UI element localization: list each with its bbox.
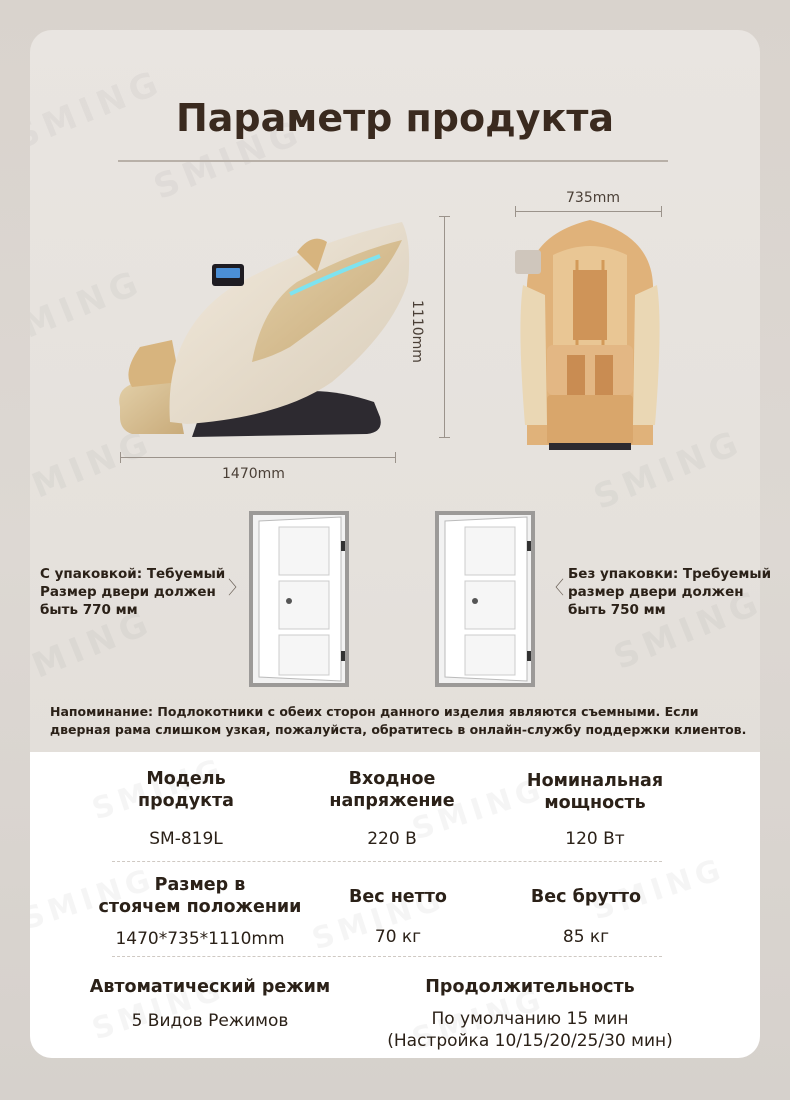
door-without-packaging-note: Без упаковки: Требуемый размер двери должен быть 750 мм [568, 566, 772, 618]
spec-duration [370, 976, 690, 1052]
spec-label: Размер в [154, 875, 246, 895]
spec-value: 5 Видов Режимов [131, 1011, 289, 1031]
spec-size [70, 874, 330, 950]
spec-auto-mode [70, 976, 350, 1032]
spec-model [86, 768, 286, 850]
spec-label: Продолжительность [425, 977, 635, 997]
height-dimension-tick [439, 437, 450, 438]
front-width-label: 735mm [566, 190, 620, 206]
spec-power [495, 770, 695, 850]
page-title: Параметр продукта [175, 96, 615, 140]
side-width-dimension-line [120, 457, 396, 458]
chair-front-view-image [515, 215, 665, 450]
title-divider [118, 160, 668, 162]
spec-label: мощность [544, 793, 646, 813]
spec-net-weight [298, 886, 498, 948]
spec-value: 220 В [367, 829, 417, 849]
spec-voltage [292, 768, 492, 850]
spec-label: напряжение [329, 791, 455, 811]
chevron-left-icon: 〈 [546, 578, 564, 599]
spec-label: Вес брутто [530, 887, 642, 907]
spec-value: 85 кг [562, 927, 610, 947]
specs-table [30, 752, 760, 1058]
spec-label: Входное [348, 769, 436, 789]
spec-value: 70 кг [374, 927, 422, 947]
row-divider [112, 956, 662, 957]
spec-value: SM-819L [149, 829, 223, 849]
chair-side-view-image [112, 212, 412, 447]
spec-label: стоячем положении [98, 897, 302, 917]
door-with-packaging-image [249, 511, 349, 687]
spec-value: 120 Вт [565, 829, 625, 849]
chevron-right-icon: 〉 [228, 578, 246, 599]
spec-label: Вес нетто [349, 887, 447, 907]
side-width-tick [120, 452, 121, 463]
spec-label: Автоматический режим [89, 977, 331, 997]
spec-label: Номинальная [526, 771, 664, 791]
door-with-packaging-note: С упаковкой: Тебуемый Размер двери должен быть 770 мм [40, 566, 226, 618]
height-dimension-tick [439, 216, 450, 217]
height-dimension-line [444, 216, 445, 438]
front-width-dimension-line [515, 211, 662, 212]
spec-value: (Настройка 10/15/20/25/30 мин) [387, 1031, 673, 1051]
row-divider [112, 861, 662, 862]
spec-value: 1470*735*1110mm [115, 929, 285, 949]
height-dimension-label: 1110mm [409, 300, 425, 363]
side-width-tick [395, 452, 396, 463]
door-without-packaging-image [435, 511, 535, 687]
spec-value: По умолчанию 15 мин [431, 1009, 629, 1029]
spec-gross-weight [486, 886, 686, 948]
reminder-text: Напоминание: Подлокотники с обеих сторон данного изделия являются съемными. Если дверная рама слишком узкая, пожалуйста, обратитесь в онлайн-службу поддержки клиентов. [50, 704, 747, 737]
spec-label: продукта [137, 791, 234, 811]
spec-label: Модель [146, 769, 226, 789]
side-width-label: 1470mm [222, 466, 285, 482]
